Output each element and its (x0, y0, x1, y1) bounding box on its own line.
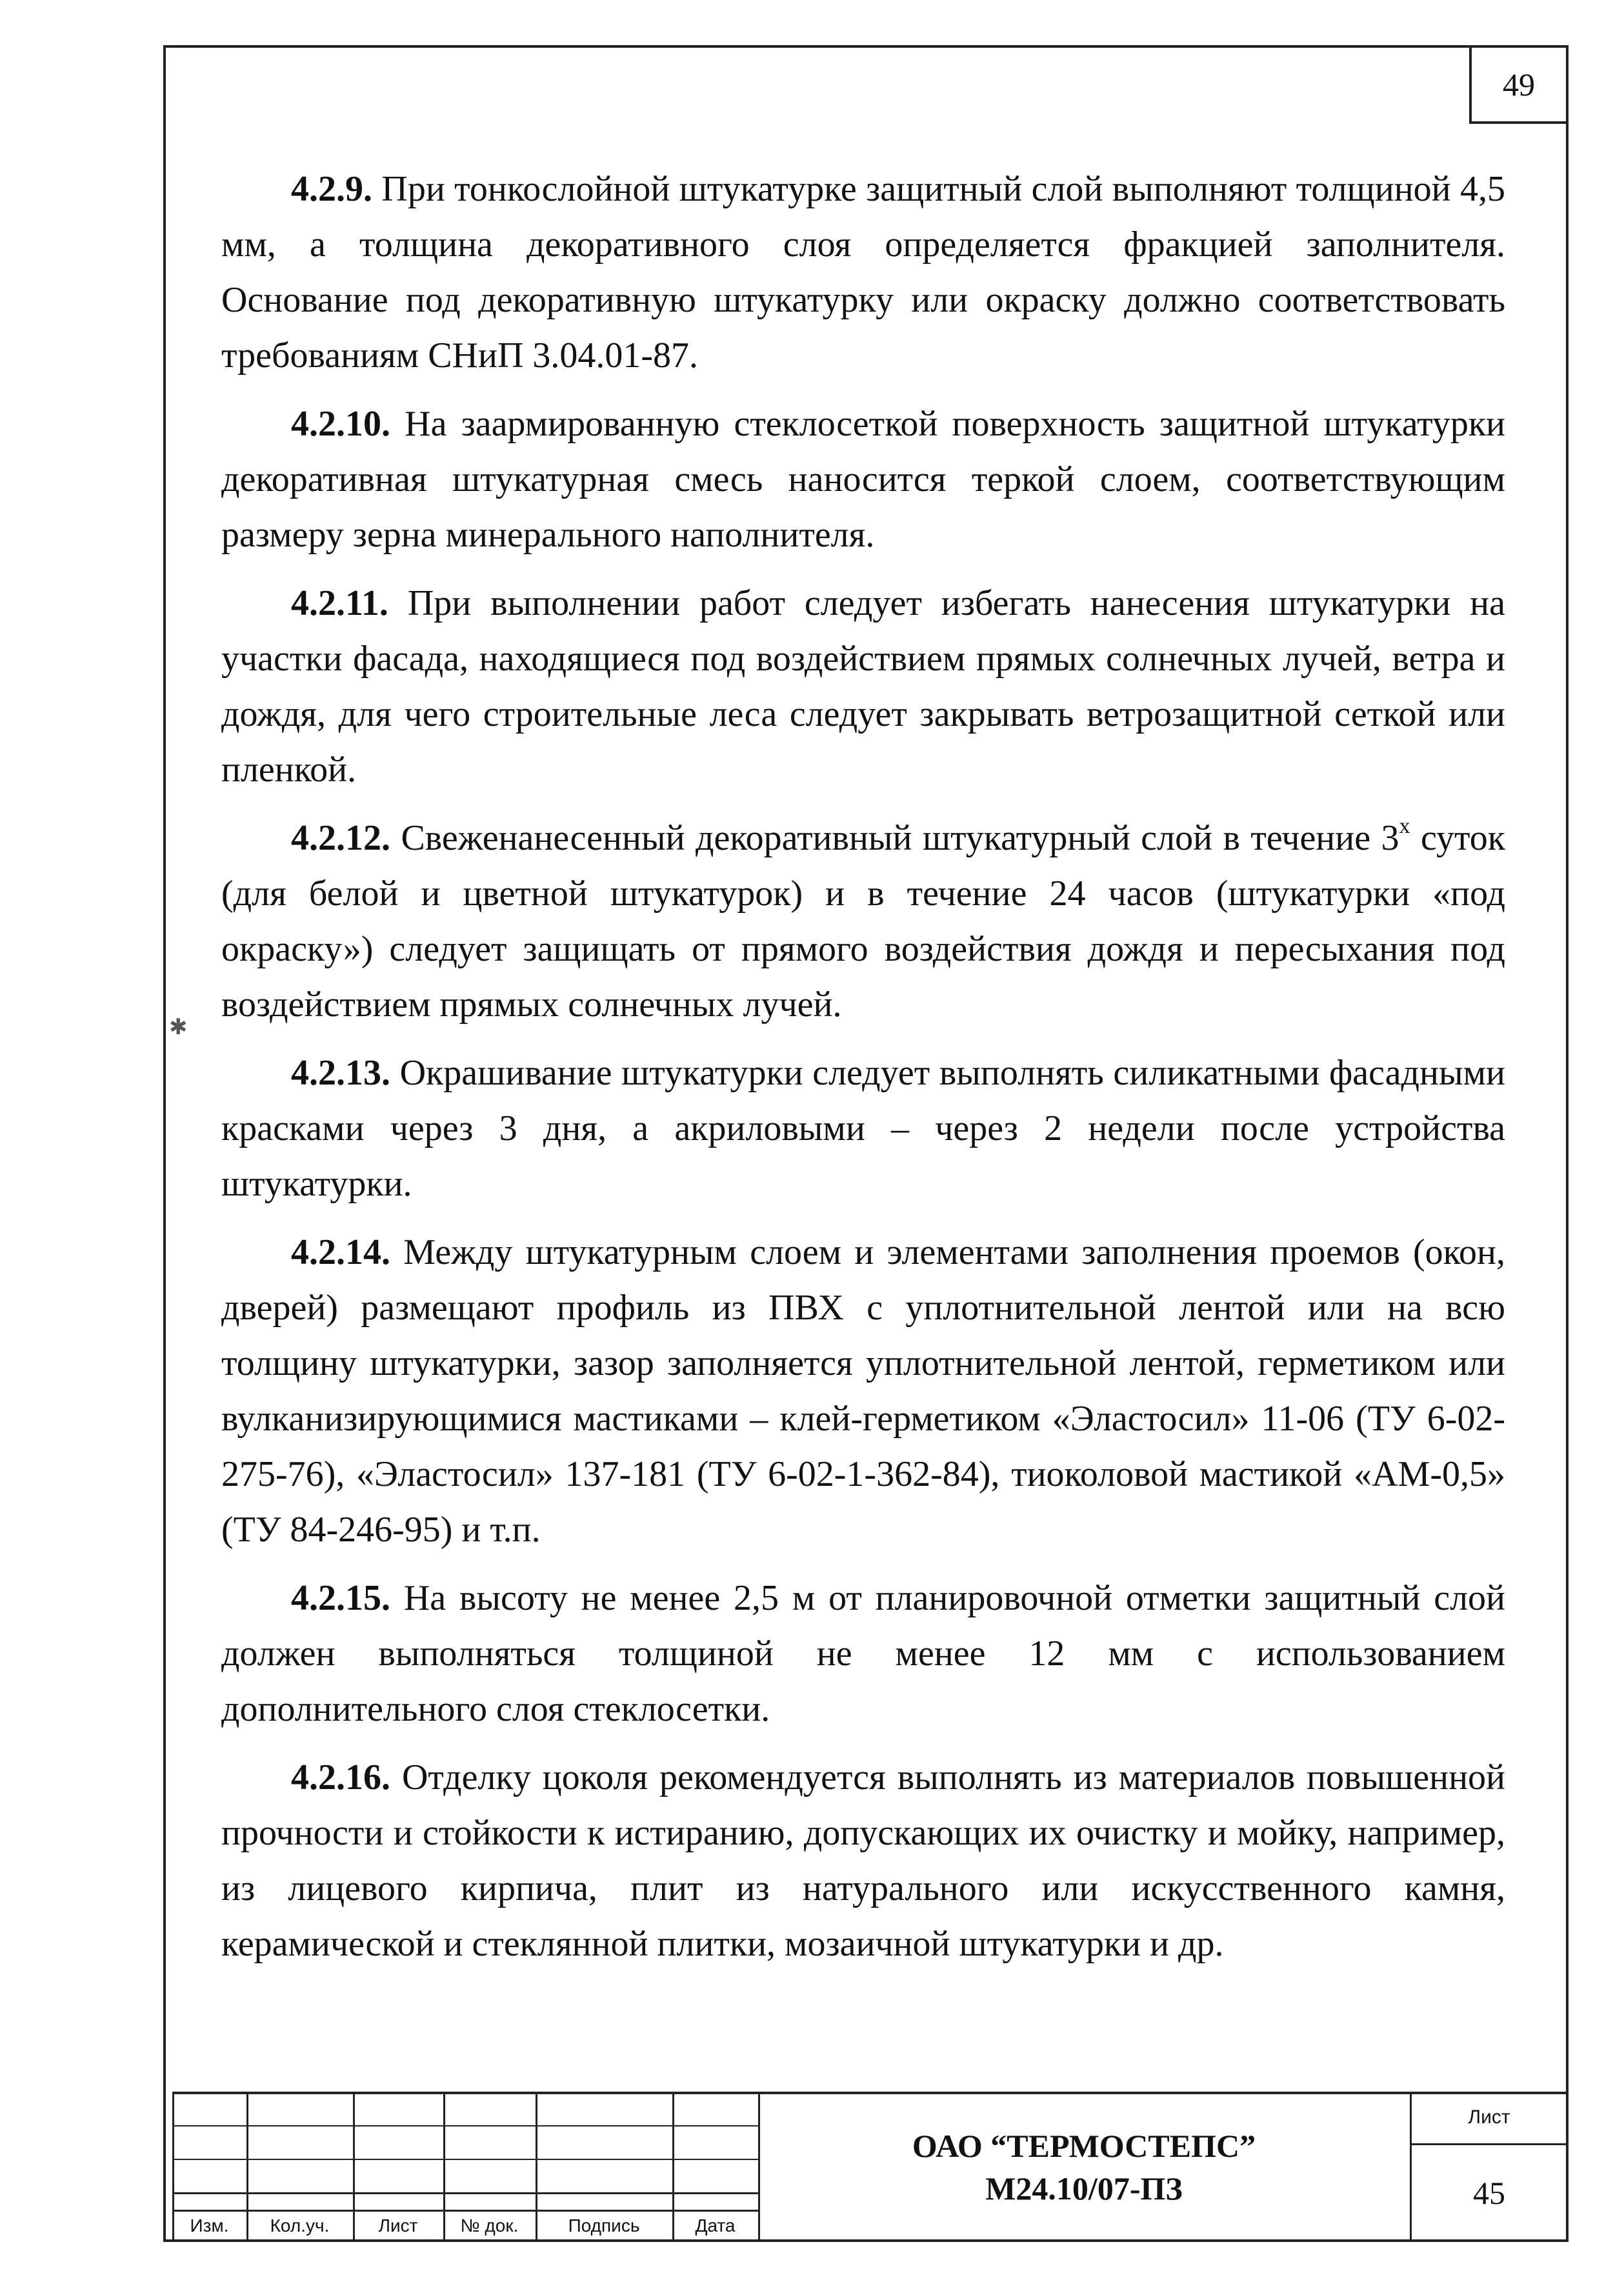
col-label-list: Лист (378, 2216, 418, 2236)
organization-name: ОАО “ТЕРМОСТЕПС” (912, 2127, 1256, 2164)
clause-text-part-a: Свеженанесенный декоративный штукатурный слой в течение 3 (401, 818, 1399, 858)
clause-number: 4.2.16. (291, 1757, 390, 1797)
paragraph-4-2-16 (221, 1750, 1505, 1972)
clause-number: 4.2.12. (291, 818, 390, 858)
col-label-izm: Изм. (190, 2216, 229, 2236)
clause-text: На высоту не менее 2,5 м от планировочной отметки защитный слой должен выполняться толщиной не менее 12 мм с использованием дополнительного слоя стеклосетки. (221, 1578, 1506, 1729)
col-label-date: Дата (695, 2216, 736, 2236)
margin-mark: ✱ (169, 1015, 188, 1039)
paragraph-4-2-11 (221, 575, 1505, 797)
clause-text: При выполнении работ следует избегать нанесения штукатурки на участки фасада, находящиеся под воздействием прямых солнечных лучей, ветра и дождя, для чего строительные леса следует закрывать ветрозащитной сеткой или пленкой. (221, 583, 1506, 790)
clause-number: 4.2.9. (291, 169, 372, 209)
col-label-doc-no: № док. (460, 2216, 519, 2236)
paragraph-4-2-12 (221, 810, 1505, 1032)
paragraph-4-2-9 (221, 161, 1505, 383)
clause-text: При тонкослойной штукатурке защитный слой выполняют толщиной 4,5 мм, а толщина декоративного слоя определяется фракцией заполнителя. Основание под декоративную штукатурку или окраску должно соответствовать требованиям СНиП 3.04.01-87. (221, 169, 1506, 375)
title-block-organization (758, 2092, 1410, 2242)
col-label-kol-uch: Кол.уч. (270, 2216, 330, 2236)
superscript-x: х (1399, 814, 1410, 838)
title-block (172, 2092, 1569, 2242)
clause-number: 4.2.10. (291, 404, 390, 444)
clause-text: Отделку цоколя рекомендуется выполнять из материалов повышенной прочности и стойкости к истиранию, допускающих их очистку и мойку, например, из лицевого кирпича, плит из натурального или искусственного камня, керамической и стеклянной плитки, мозаичной штукатурки и др. (221, 1757, 1506, 1964)
clause-text: Окрашивание штукатурки следует выполнять силикатными фасадными красками через 3 дня, а акриловыми – через 2 недели после устройства штукатурки. (221, 1053, 1505, 1204)
clause-text: Между штукатурным слоем и элементами заполнения проемов (окон, дверей) размещают профиль из ПВХ с уплотнительной лентой или на всю толщину штукатурки, зазор заполняется уплотнительной лентой, герметиком или вулканизирующимися мастиками – клей-герметиком «Эластосил» 11-06 (ТУ 6-02-275-76), «Эластосил» 137-181 (ТУ 6-02-1-362-84), тиоколовой мастикой «АМ-0,5» (ТУ 84-246-95) и т.п. (221, 1232, 1506, 1550)
clause-text: На заармированную стеклосеткой поверхность защитной штукатурки декоративная штукатурная смесь наносится теркой слоем, соответствующим размеру зерна минерального наполнителя. (221, 404, 1506, 555)
col-label-signature: Подпись (568, 2216, 640, 2236)
paragraph-4-2-15 (221, 1570, 1505, 1737)
clause-number: 4.2.15. (291, 1578, 390, 1618)
top-page-number: 49 (1469, 45, 1569, 124)
paragraph-4-2-14 (221, 1225, 1505, 1557)
clause-number: 4.2.14. (291, 1232, 390, 1272)
clause-number: 4.2.11. (291, 583, 388, 623)
document-code: М24.10/07-ПЗ (985, 2170, 1183, 2206)
paragraph-4-2-13 (221, 1045, 1505, 1212)
sheet-label: Лист (1468, 2106, 1510, 2128)
document-body (221, 161, 1505, 1985)
sheet-number: 45 (1473, 2174, 1505, 2211)
clause-number: 4.2.13. (291, 1053, 390, 1093)
clause-text-part-b: суток (для белой и цветной штукатурок) и в течение 24 часов (штукатурки «под окраску») следует защищать от прямого воздействия дождя и пересыхания под воздействием прямых солнечных лучей. (221, 818, 1505, 1025)
paragraph-4-2-10 (221, 396, 1505, 563)
